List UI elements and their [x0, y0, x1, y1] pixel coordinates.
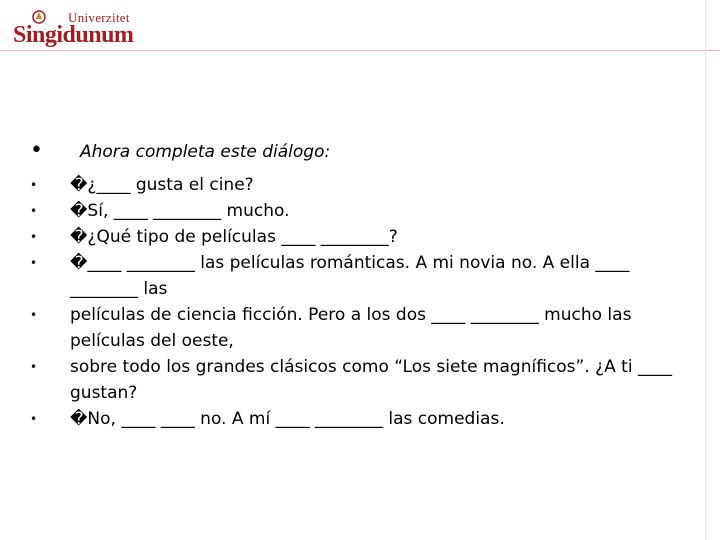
dialogue-text: �____ ________ las películas románticas. A mi novia no. A ella ____ ________ las [70, 253, 630, 299]
header-divider [0, 50, 720, 51]
bullet: • [30, 412, 38, 426]
bullet: • [30, 230, 38, 244]
dialogue-line [30, 406, 680, 432]
dialogue-line [30, 302, 680, 354]
logo-main-text: Singidunum [13, 22, 134, 48]
dialogue-line [30, 224, 680, 250]
dialogue-text: �¿____ gusta el cine? [70, 175, 254, 195]
logo-top-text: Univerzitet [68, 10, 130, 25]
dialogue-text: películas de ciencia ficción. Pero a los dos ____ ________ mucho las películas del oeste, [70, 305, 632, 351]
bullet: • [30, 308, 38, 322]
dialogue-line [30, 172, 680, 198]
bullet: • [30, 360, 38, 374]
dialogue-line [30, 198, 680, 224]
bullet: • [30, 178, 38, 192]
dialogue-list [30, 172, 680, 432]
dialogue-text: sobre todo los grandes clásicos como “Los siete magníficos”. ¿A ti ____ gustan? [70, 357, 672, 403]
dialogue-line [30, 250, 680, 302]
instruction-text: Ahora completa este diálogo: [80, 142, 331, 162]
dialogue-text: �¿Qué tipo de películas ____ ________? [70, 227, 398, 247]
dialogue-text: �Sí, ____ ________ mucho. [70, 201, 290, 221]
bullet: • [30, 204, 38, 218]
university-logo [10, 8, 180, 52]
right-border [705, 0, 706, 540]
instruction-bullet: • [30, 138, 43, 163]
bullet: • [30, 256, 38, 270]
dialogue-line [30, 354, 680, 406]
dialogue-text: �No, ____ ____ no. A mí ____ ________ las comedias. [70, 409, 505, 429]
